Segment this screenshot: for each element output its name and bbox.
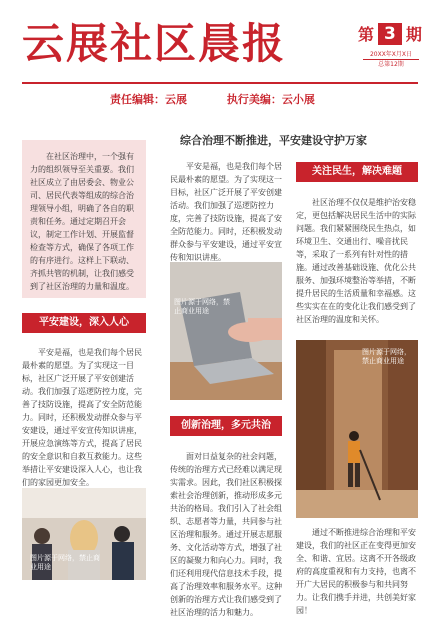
- issue-suffix: 期: [405, 25, 422, 44]
- section-title-innovation: 创新治理，多元共治: [170, 416, 282, 436]
- issue-number: 3: [378, 23, 402, 45]
- street-cleaner-illustration: [296, 340, 418, 518]
- laptop-illustration: [170, 262, 282, 400]
- issue-total: 总第12期: [378, 61, 404, 68]
- photo-audience-caption: 图片源于网络，禁止商业用途: [30, 554, 100, 571]
- art-editor-credit: 执行美编：云小展: [226, 93, 315, 106]
- photo-laptop: [170, 262, 282, 400]
- photo-audience: [22, 488, 146, 580]
- section-title-livelihood: 关注民生，解决难题: [296, 162, 418, 182]
- section-title-safety: 平安建设，深入人心: [22, 313, 146, 333]
- section-text-safety: 平安是福，也是我们每个居民最朴素的愿望。为了实现这一目标，社区广泛开展了平安创建活动。我们加强了巡逻防控力度，完善了技防设施，提高了安全防范能力。同时，还积极发动群众参与平安建设，通过平安宣传知识讲座，开展应急演练等方式，提高了居民的安全意识和自救互救能力。这些举措让平安建设深入人心，也让我们的家园更加安全。: [22, 348, 142, 487]
- photo-street-cleaner: [296, 340, 418, 518]
- main-headline: 综合治理不断推进，平安建设守护万家: [180, 134, 367, 147]
- intro-text: 在社区治理中，一个强有力的组织领导至关重要。我们社区成立了由居委会、物业公司、居民代表等组成的综合治理领导小组，明确了各自的职责和任务。通过定期召开会议，制定工作计划、开展监督检查等方式，确保了各项工作的有序进行。这样上下联动、齐抓共管的机制，让我们感受到了社区治理的力量和温度。: [30, 152, 134, 291]
- intro-column-text: 平安是福，也是我们每个居民最朴素的愿望。为了实现这一目标，社区广泛开展了平安创建活动。我们加强了巡逻防控力度，完善了技防设施，提高了安全防范能力。同时，还积极发动群众参与平安建设，通过平安宣传和知识讲座。: [170, 162, 282, 262]
- section-text-innovation: 面对日益复杂的社会问题，传统的治理方式已经难以满足现实需求。因此，我们社区积极探索社会治理创新，推动形成多元共治的格局。我们引入了社会组织、志愿者等力量，共同参与社区治理和服务。通过开展志愿服务、文化活动等方式，增强了社区的凝聚力和向心力。同时，我们还利用现代信息技术手段，提高了治理效率和服务水平。这种创新的治理方式让我们感受到了社区治理的活力和魅力。: [170, 452, 282, 617]
- editors-line: [110, 91, 351, 107]
- photo-laptop-caption: 图片源于网络，禁止商业用途: [174, 298, 230, 315]
- masthead-title: 云展社区晨报: [22, 19, 287, 68]
- header-rule: [22, 82, 418, 84]
- closing-text: 通过不断推进综合治理和平安建设，我们的社区正在变得更加安全、和谐、宜居。这离不开各级政府的高度重视和有力支持，也离不开广大居民的积极参与和共同努力。让我们携手并进，共创美好家园！: [296, 528, 416, 615]
- section-text-livelihood: 社区治理不仅仅是维护治安稳定，更包括解决居民生活中的实际问题。我们紧紧围绕民生热点，如环境卫生、交通出行、噪音扰民等，采取了一系列有针对性的措施。通过改善基础设施、优化公共服务、加强环境整治等举措，不断提升居民的生活质量和幸福感。这些实实在在的变化让我们感受到了社区治理的温度和关怀。: [296, 198, 416, 324]
- issue-date: 20XX年X月X日: [363, 50, 419, 60]
- photo-street-caption: 图片源于网络，禁止商业用途: [362, 348, 411, 365]
- intro-box: [22, 140, 146, 298]
- issue-label: [358, 22, 422, 45]
- date-box: [363, 50, 419, 69]
- issue-prefix: 第: [358, 25, 375, 44]
- editor-credit: 责任编辑：云展: [110, 93, 187, 106]
